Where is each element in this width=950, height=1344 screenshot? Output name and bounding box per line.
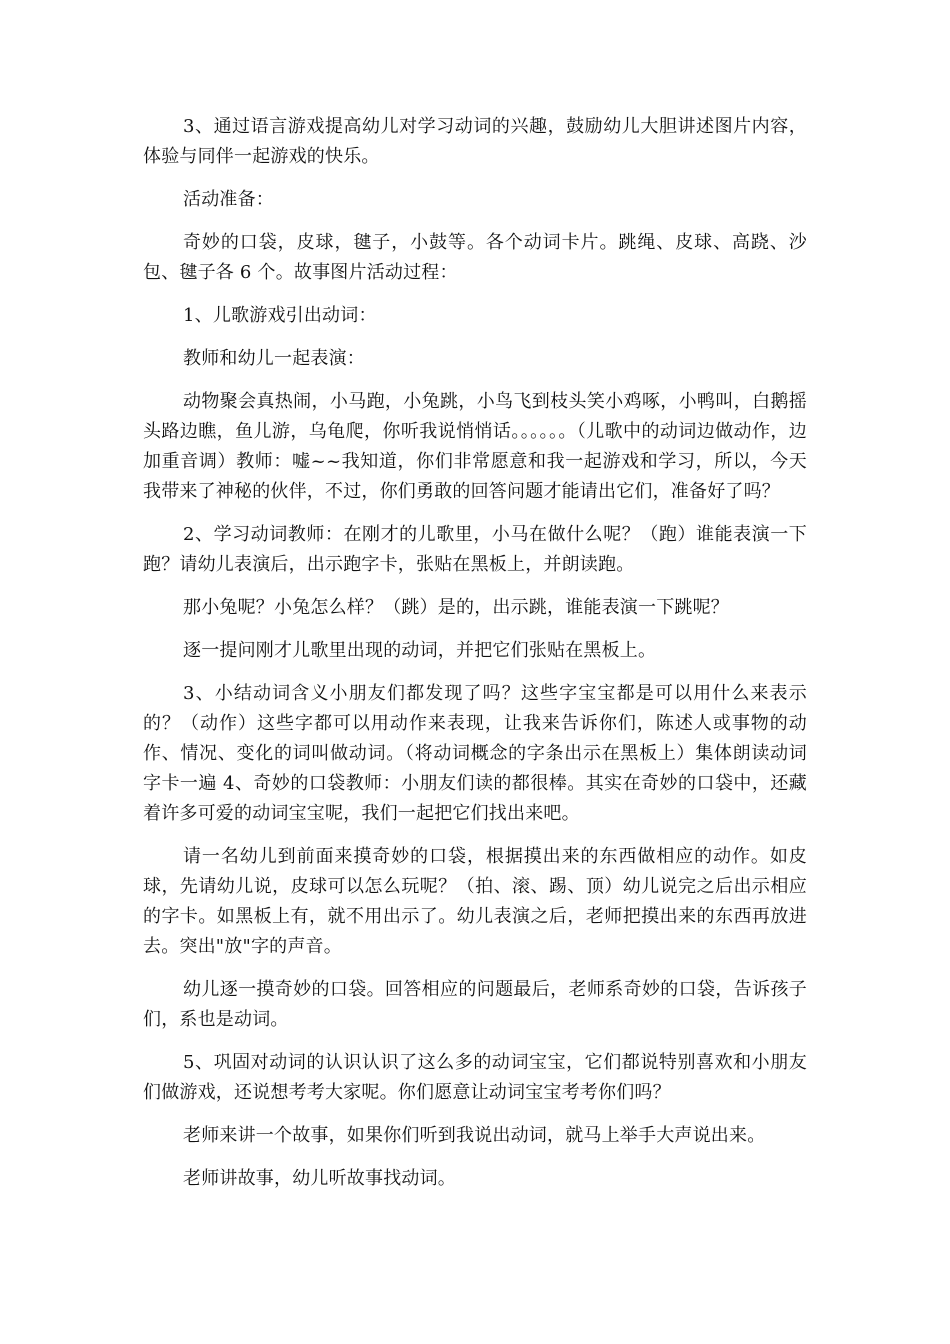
- paragraph-nursery-rhyme: 动物聚会真热闹，小马跑，小兔跳，小鸟飞到枝头笑小鸡啄，小鸭叫，白鹅摇头路边瞧，鱼儿游，乌龟爬，你听我说悄悄话。。。。。。（儿歌中的动词边做动作，边加重音调）教师：嘘~~我知道，你们非常愿意和我一起游戏和学习，所以，今天我带来了神秘的伙伴，不过，你们勇敢的回答问题才能请出它们，准备好了吗？: [143, 391, 807, 502]
- document-page: [143, 112, 807, 1207]
- paragraph-preparation-heading: 活动准备：: [183, 189, 274, 210]
- paragraph-step-1-heading: 1、儿歌游戏引出动词：: [183, 305, 377, 326]
- paragraph-perform-together: 教师和幼儿一起表演：: [183, 348, 365, 369]
- paragraph-step-5: 5、巩固对动词的认识认识了这么多的动词宝宝，它们都说特别喜欢和小朋友们做游戏，还说想考考大家呢。你们愿意让动词宝宝考考你们吗？: [143, 1052, 807, 1103]
- paragraph-magic-bag: 请一名幼儿到前面来摸奇妙的口袋，根据摸出来的东西做相应的动作。如皮球，先请幼儿说，皮球可以怎么玩呢？（拍、滚、踢、顶）幼儿说完之后出示相应的字卡。如黑板上有，就不用出示了。幼儿表演之后，老师把摸出来的东西再放进去。突出"放"字的声音。: [143, 846, 807, 957]
- paragraph-rabbit-question: 那小兔呢？小兔怎么样？（跳）是的，出示跳，谁能表演一下跳呢？: [183, 597, 729, 618]
- paragraph-step-3-4: 3、小结动词含义小朋友们都发现了吗？这些字宝宝都是可以用什么来表示的？（动作）这些字都可以用动作来表现，让我来告诉你们，陈述人或事物的动作、情况、变化的词叫做动词。（将动词概念的字条出示在黑板上）集体朗读动词字卡一遍 4、奇妙的口袋教师：小朋友们读的都很棒。其实在奇妙的口袋中，还藏着许多可爱的动词宝宝呢，我们一起把它们找出来吧。: [143, 683, 807, 824]
- paragraph-post-verbs: 逐一提问刚才儿歌里出现的动词，并把它们张贴在黑板上。: [183, 640, 657, 661]
- paragraph-story-find-verbs: 老师讲故事，幼儿听故事找动词。: [183, 1168, 456, 1189]
- paragraph-step-2: 2、学习动词教师：在刚才的儿歌里，小马在做什么呢？（跑）谁能表演一下跑？请幼儿表演后，出示跑字卡，张贴在黑板上，并朗读跑。: [143, 524, 807, 575]
- paragraph-story-intro: 老师来讲一个故事，如果你们听到我说出动词，就马上举手大声说出来。: [183, 1125, 766, 1146]
- paragraph-goal-3: 3、通过语言游戏提高幼儿对学习动词的兴趣，鼓励幼儿大胆讲述图片内容，体验与同伴一起游戏的快乐。: [143, 116, 807, 167]
- paragraph-touch-bag: 幼儿逐一摸奇妙的口袋。回答相应的问题最后，老师系奇妙的口袋，告诉孩子们，系也是动词。: [143, 979, 807, 1030]
- paragraph-materials: 奇妙的口袋，皮球，毽子，小鼓等。各个动词卡片。跳绳、皮球、高跷、沙包、毽子各 6 个。故事图片活动过程：: [143, 232, 807, 283]
